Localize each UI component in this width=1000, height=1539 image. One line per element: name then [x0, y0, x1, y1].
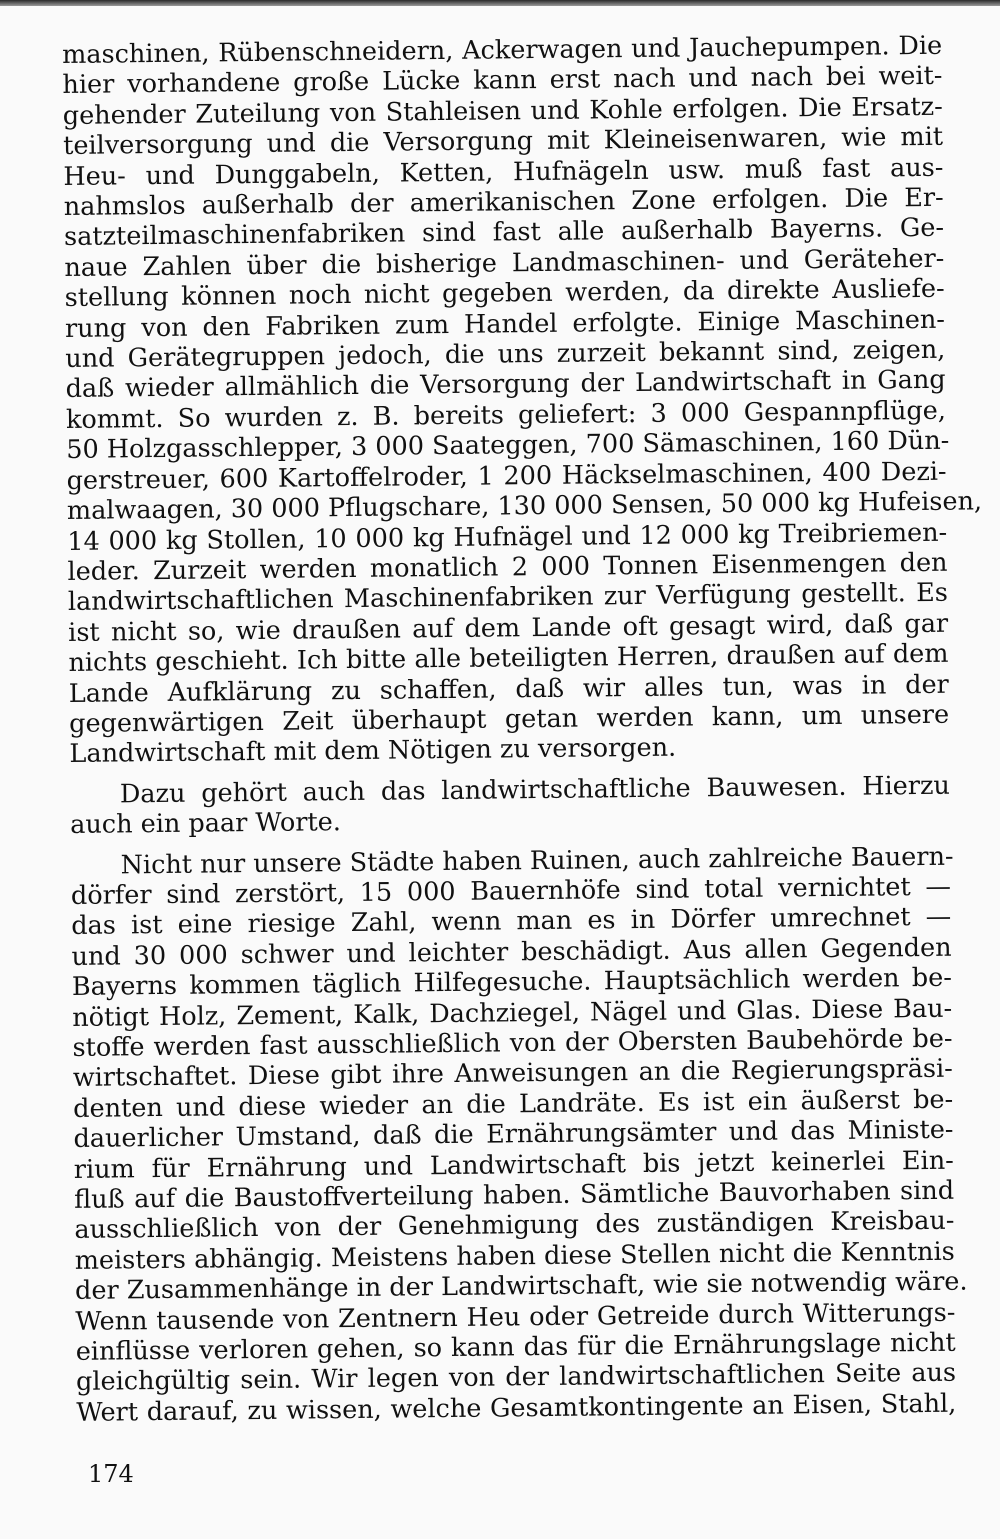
text-line: der Zusammenhänge in der Landwirtschaft, wie sie notwendig wäre. [74, 1266, 968, 1307]
text-line: Wenn tausende von Zentnern Heu oder Getreide durch Witterungs- [75, 1297, 956, 1337]
text-line: meisters abhängig. Meistens haben diese Stellen nicht die Kenntnis [74, 1236, 955, 1276]
text-line: malwaagen, 30 000 Pflugschare, 130 000 Sensen, 50 000 kg Hufeisen, [66, 486, 983, 527]
text-line: gegenwärtigen Zeit überhaupt getan werden kann, um unsere [69, 699, 950, 739]
text-line: maschinen, Rübenschneidern, Ackerwagen und Jauchepumpen. Die [62, 30, 943, 70]
text-line: gerstreuer, 600 Kartoffelroder, 1 200 Häckselmaschinen, 400 Dezi- [66, 456, 947, 496]
paragraph [70, 770, 951, 840]
text-line: rung von den Fabriken zum Handel erfolgte. Einige Maschinen- [64, 304, 946, 344]
text-line: 50 Holzgasschlepper, 3 000 Saateggen, 700 Sämaschinen, 160 Dün- [66, 426, 950, 466]
text-line: nahmslos außerhalb der amerikanischen Zone erfolgen. Die Er- [63, 182, 944, 223]
text-line: Wert darauf, zu wissen, welche Gesamtkontingente an Eisen, Stahl, [76, 1388, 957, 1428]
page-number: 174 [88, 1460, 134, 1488]
text-line: nötigt Holz, Zement, Kalk, Dachziegel, Nägel und Glas. Diese Bau- [72, 993, 953, 1033]
text-line: Dazu gehört auch das landwirtschaftliche Bauwesen. Hierzu [119, 770, 951, 810]
paragraph [70, 841, 968, 1428]
text-line: dörfer sind zerstört, 15 000 Bauernhöfe sind total vernichtet — [70, 871, 952, 911]
text-line: gleichgültig sein. Wir legen von der landwirtschaftlichen Seite aus [75, 1358, 957, 1398]
text-line: teilversorgung und die Versorgung mit Kleineisenwaren, wie mit [62, 121, 944, 162]
text-line: wirtschaftet. Diese gibt ihre Anweisungen an die Regierungspräsi- [72, 1054, 953, 1094]
body-text [62, 30, 983, 1428]
text-line: stellung können noch nicht gegeben werden, da direkte Ausliefe- [64, 274, 945, 314]
text-line: hier vorhandene große Lücke kann erst nach und nach bei weit- [62, 61, 943, 101]
text-line: Heu- und Dunggabeln, Ketten, Hufnägeln usw. muß fast aus- [63, 152, 944, 192]
text-line: kommt. So wurden z. B. bereits geliefert: 3 000 Gespannpflüge, [65, 395, 947, 435]
text-line: das ist eine riesige Zahl, wenn man es in Dörfer umrechnet — [71, 902, 952, 942]
text-line: ausschließlich von der Genehmigung des zuständigen Kreisbau- [74, 1206, 955, 1246]
text-line: daß wieder allmählich die Versorgung der Landwirtschaft in Gang [65, 365, 946, 405]
text-line: ist nicht so, wie draußen auf dem Lande oft gesagt wird, daß gar [68, 608, 949, 648]
text-line: auch ein paar Worte. [70, 807, 342, 841]
text-line: landwirtschaftlichen Maschinenfabriken zur Verfügung gestellt. Es [67, 578, 948, 618]
text-line: naue Zahlen über die bisherige Landmaschinen- und Geräteher- [64, 243, 945, 283]
text-line: Bayerns kommen täglich Hilfegesuche. Hauptsächlich werden be- [71, 962, 953, 1003]
text-line: nichts geschieht. Ich bitte alle beteiligten Herren, draußen auf dem [68, 638, 949, 679]
text-line: und 30 000 schwer und leichter beschädigt. Aus allen Gegenden [71, 932, 952, 972]
text-line: stoffe werden fast ausschließlich von der Obersten Baubehörde be- [72, 1023, 953, 1063]
text-line: Lande Aufklärung zu schaffen, daß wir alles tun, was in der [68, 669, 949, 709]
text-line: 14 000 kg Stollen, 10 000 kg Hufnägel und 12 000 kg Treibriemen- [67, 517, 948, 557]
text-line: Landwirtschaft mit dem Nötigen zu versorgen. [69, 732, 677, 770]
text-line: und Gerätegruppen jedoch, die uns zurzeit bekannt sind, zeigen, [65, 334, 946, 375]
text-line: rium für Ernährung und Landwirtschaft bis jetzt keinerlei Ein- [73, 1145, 954, 1185]
text-line: gehender Zuteilung von Stahleisen und Kohle erfolgen. Die Ersatz- [62, 91, 943, 131]
text-line: fluß auf die Baustoffverteilung haben. Sämtliche Bauvorhaben sind [73, 1175, 955, 1215]
text-line: einflüsse verloren gehen, so kann das für die Ernährungslage nicht [75, 1327, 956, 1367]
text-line: satzteilmaschinenfabriken sind fast alle außerhalb Bayerns. Ge- [63, 213, 945, 253]
paragraph [62, 30, 983, 770]
text-line: denten und diese wieder an die Landräte. Es ist ein äußerst be- [73, 1084, 954, 1124]
text-line: Nicht nur unsere Städte haben Ruinen, auch zahlreiche Bauern- [120, 841, 954, 880]
text-line: dauerlicher Umstand, daß die Ernährungsämter und das Ministe- [73, 1114, 954, 1155]
text-line: leder. Zurzeit werden monatlich 2 000 Tonnen Eisenmengen den [67, 547, 948, 587]
previous-page-edge [0, 0, 1000, 6]
